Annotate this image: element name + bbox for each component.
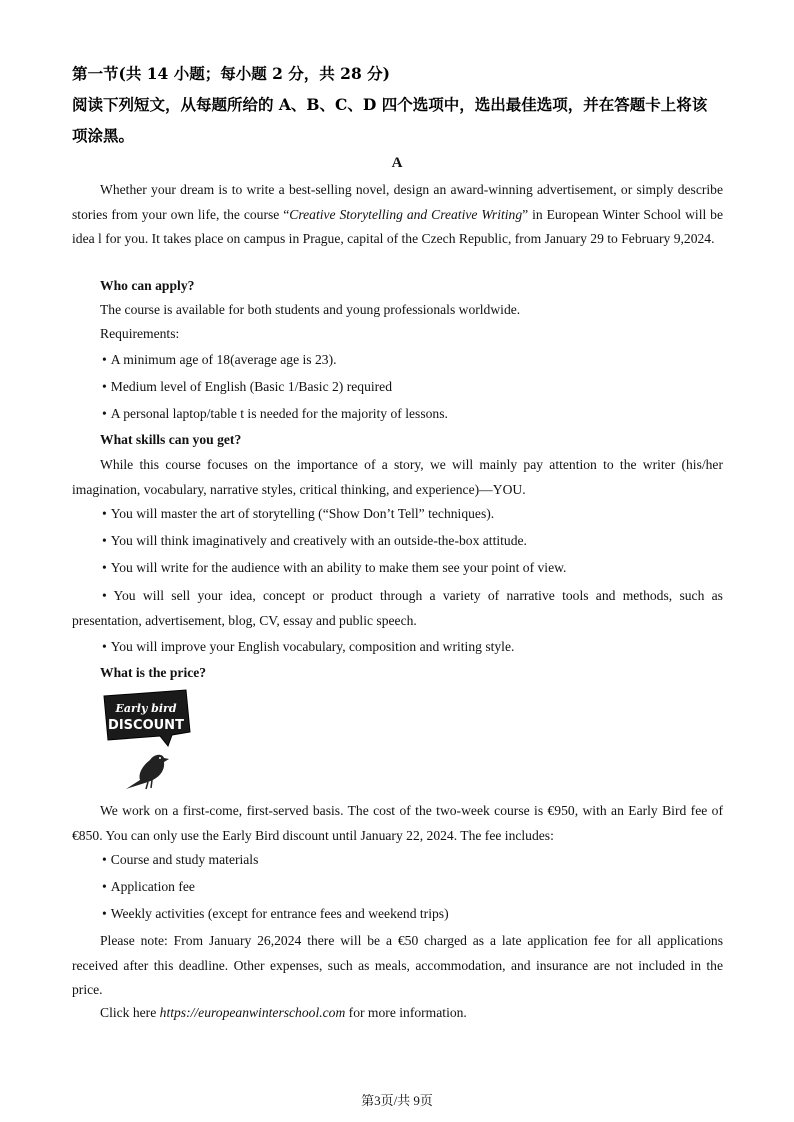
skills-intro: While this course focuses on the importance of a story, we will mainly pay attention to the writer (his/her imagination, vocabulary, narrative styles, critical thinking, and experience)—YOU.: [72, 457, 723, 497]
fee-item: • Course and study materials: [102, 852, 259, 867]
skill-item: • You will write for the audience with an ability to make them see your point of view.: [102, 560, 567, 575]
passage-letter: A: [391, 155, 403, 171]
skill-item: • You will think imaginatively and creatively with an outside-the-box attitude.: [102, 533, 527, 548]
fee-item: • Application fee: [102, 879, 195, 894]
badge-line-2: DISCOUNT: [108, 718, 184, 733]
early-bird-badge: [98, 688, 198, 793]
skill-item: • You will sell your idea, concept or product through a variety of narrative tools and methods, such as presentation, advertisement, blog, CV, essay and public speech.: [72, 588, 723, 628]
price-text: We work on a first-come, first-served basis. The cost of the two-week course is €950, with an Early Bird fee of €850. You can only use the Early Bird discount until January 22, 2024. The fee includes:: [72, 803, 723, 843]
requirement-item: • Medium level of English (Basic 1/Basic 2) required: [102, 379, 393, 394]
page-number: 第3页/共 9页: [361, 1093, 433, 1108]
click-suffix: for more information.: [345, 1005, 467, 1020]
who-heading: Who can apply?: [100, 278, 195, 293]
skill-item: • You will master the art of storytelling (“Show Don’t Tell” techniques).: [102, 506, 495, 521]
requirement-item: • A personal laptop/table t is needed for the majority of lessons.: [102, 406, 448, 421]
course-name: Creative Storytelling and Creative Writing: [289, 206, 523, 222]
bullet-icon: •: [102, 506, 107, 521]
badge-line-1: Early bird: [115, 702, 177, 715]
requirements-label: Requirements:: [100, 326, 180, 341]
intro-text-1: Whether your dream is to write a best-selling novel, design an award-winning advertisement, or simply describe stories from your own life, the course “: [72, 182, 723, 222]
bullet-icon: •: [102, 588, 107, 603]
skills-heading: What skills can you get?: [100, 432, 242, 447]
bullet-icon: •: [102, 639, 107, 654]
bullet-icon: •: [102, 852, 107, 867]
bullet-icon: •: [102, 879, 107, 894]
fee-item: • Weekly activities (except for entrance fees and weekend trips): [102, 906, 449, 921]
bullet-icon: •: [102, 906, 107, 921]
click-prefix: Click here: [100, 1005, 160, 1020]
bullet-icon: •: [102, 379, 107, 394]
instruction-line-1: 阅读下列短文，从每题所给的 A、B、C、D 四个选项中，选出最佳选项，并在答题卡上将该: [72, 95, 708, 114]
instruction-line-2: 项涂黑。: [72, 126, 135, 145]
who-text: The course is available for both students and young professionals worldwide.: [100, 302, 521, 317]
note-paragraph: Please note: From January 26,2024 there will be a €50 charged as a late application fee for all applications received after this deadline. Other expenses, such as meals, accommodation, and insurance are not included in the price.: [72, 933, 723, 997]
section-title: 第一节(共 14 小题；每小题 2 分，共 28 分): [72, 64, 390, 83]
skill-item: • You will improve your English vocabulary, composition and writing style.: [102, 639, 515, 654]
bird-icon: [126, 755, 169, 789]
early-bird-illustration: [98, 688, 198, 793]
intro-text-2: ” in European Winter School will be idea l for you. It takes place on campus in Prague, capital of the Czech Republic, from January 29 to February 9,2024.: [72, 206, 723, 246]
bullet-icon: •: [102, 560, 107, 575]
intro-paragraph: [72, 178, 723, 252]
bullet-icon: •: [102, 352, 107, 367]
click-line: [100, 1005, 467, 1021]
price-heading: What is the price?: [100, 665, 207, 680]
bullet-icon: •: [102, 406, 107, 421]
website-link[interactable]: https://europeanwinterschool.com: [159, 1005, 346, 1020]
requirement-item: • A minimum age of 18(average age is 23).: [102, 352, 337, 367]
bullet-icon: •: [102, 533, 107, 548]
